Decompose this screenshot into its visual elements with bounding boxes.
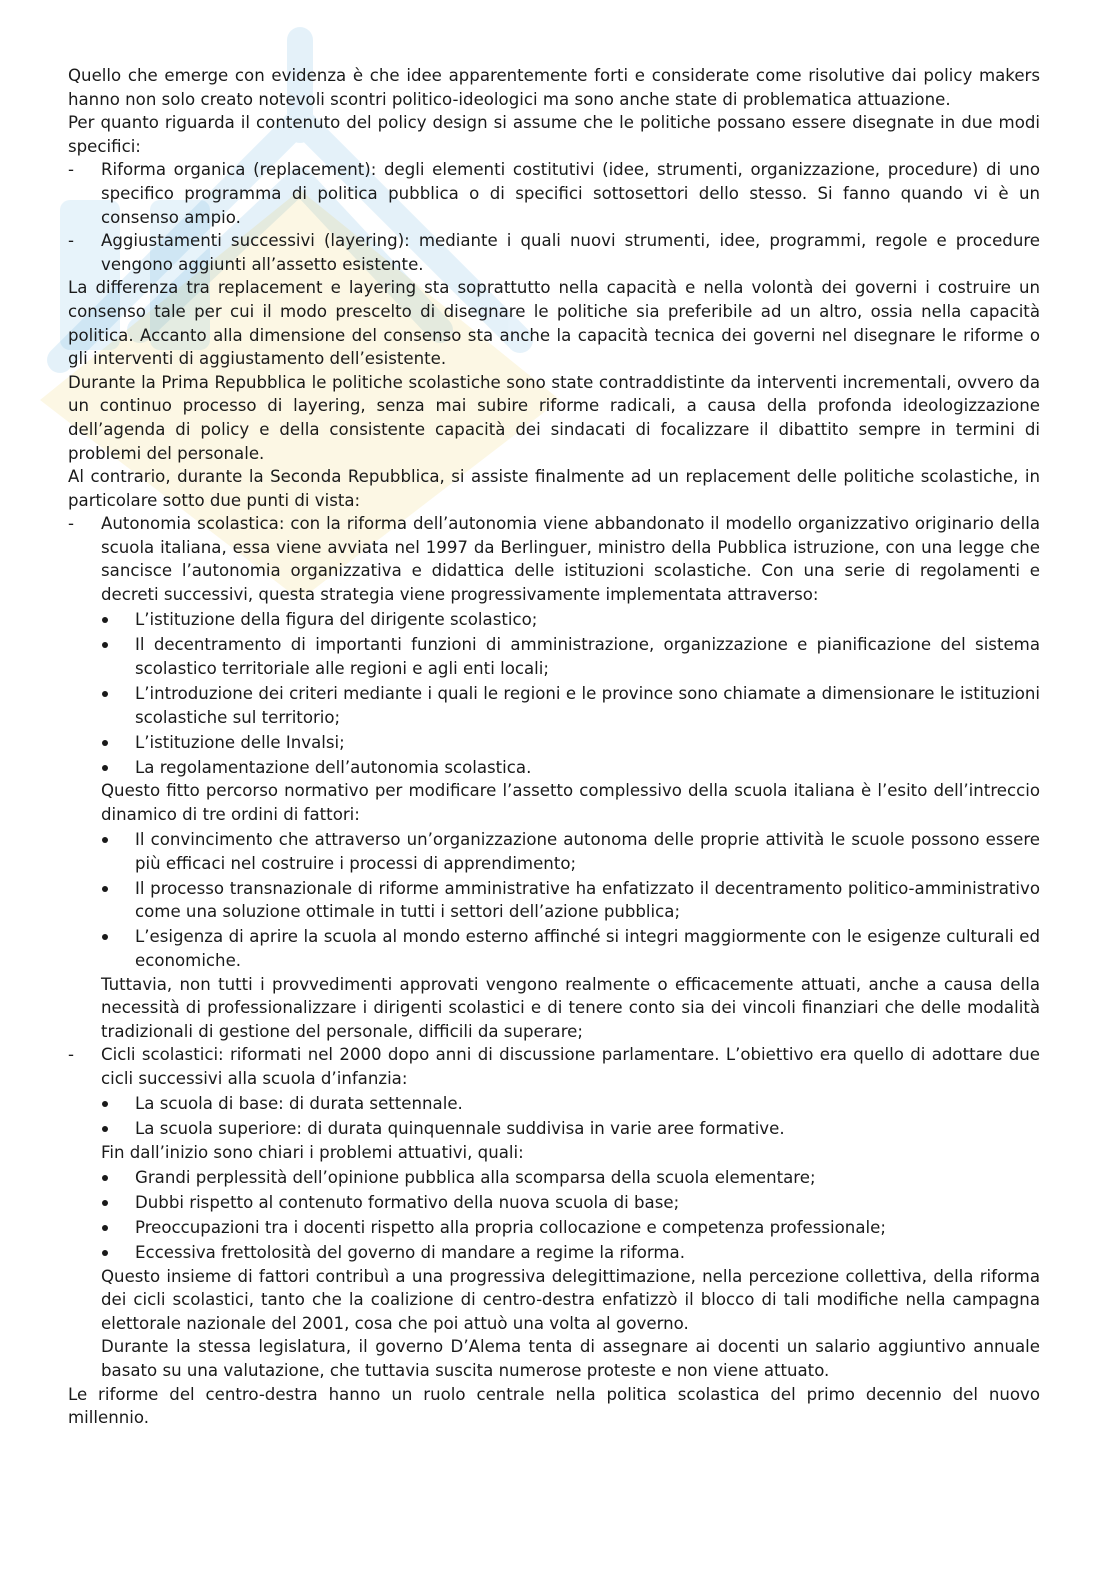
list-item: Dubbi rispetto al contenuto formativo della nuova scuola di base; (101, 1191, 1040, 1215)
list-item: Il processo transnazionale di riforme amministrative ha enfatizzato il decentramento politico-amministrativo come una soluzione ottimale in tutti i settori dell’azione pubblica; (101, 877, 1040, 924)
indented-paragraph: Fin dall’inizio sono chiari i problemi attuativi, quali: (101, 1142, 524, 1162)
paragraph: Al contrario, durante la Seconda Repubblica, si assiste finalmente ad un replacement delle politiche scolastiche, in particolare sotto due punti di vista: (68, 467, 1040, 510)
list-item: L’introduzione dei criteri mediante i quali le regioni e le province sono chiamate a dimensionare le istituzioni scolastiche sul territorio; (101, 682, 1040, 729)
list-item: La scuola di base: di durata settennale. (101, 1092, 1040, 1116)
paragraph: Per quanto riguarda il contenuto del policy design si assume che le politiche possano essere disegnate in due modi specifici: (68, 113, 1040, 156)
indented-paragraph: Questo insieme di fattori contribuì a una progressiva delegittimazione, nella percezione collettiva, della riforma dei cicli scolastici, tanto che la coalizione di centro-destra enfatizzò il blocco di tali modifiche nella campagna elettorale nazionale del 2001, cosa che poi attuò una volta al governo. (101, 1266, 1040, 1333)
paragraph: La differenza tra replacement e layering sta soprattutto nella capacità e nella volontà dei governi i costruire un consenso tale per cui il modo prescelto di disegnare le politiche sia preferibile ad un altro, ossia nella capacità politica. Accanto alla dimensione del consenso sta anche la capacità tecnica dei governi nel disegnare le riforme o gli interventi di aggiustamento dell’esistente. (68, 278, 1040, 369)
list-item: La regolamentazione dell’autonomia scolastica. (101, 756, 1040, 780)
indented-paragraph: Questo fitto percorso normativo per modificare l’assetto complessivo della scuola italiana è l’esito dell’intreccio dinamico di tre ordini di fattori: (101, 781, 1040, 824)
bullet-list-problemi (68, 1166, 1040, 1265)
list-item: Preoccupazioni tra i docenti rispetto alla propria collocazione e competenza professionale; (101, 1216, 1040, 1240)
list-item: Il decentramento di importanti funzioni di amministrazione, organizzazione e pianificazione del sistema scolastico territoriale alle regioni e agli enti locali; (101, 633, 1040, 680)
paragraph: Le riforme del centro-destra hanno un ruolo centrale nella politica scolastica del primo decennio del nuovo millennio. (68, 1384, 1040, 1428)
indented-paragraph: Tuttavia, non tutti i provvedimenti approvati vengono realmente o efficacemente attuati, anche a causa della necessità di professionalizzare i dirigenti scolastici e di tenere conto sia dei vincoli finanziari che delle modalità tradizionali di gestione del personale, difficili da superare; (101, 974, 1040, 1041)
dash-item-autonomia: - Autonomia scolastica: con la riforma dell’autonomia viene abbandonato il modello organizzativo originario della scuola italiana, essa viene avviata nel 1997 da Berlinguer, ministro della Pubblica istruzione, con una legge che sancisce l’autonomia organizzativa e didattica delle istituzioni scolastiche. Con una serie di regolamenti e decreti successivi, questa strategia viene progressivamente implementata attraverso: (68, 512, 1040, 606)
list-item: Eccessiva frettolosità del governo di mandare a regime la riforma. (101, 1241, 1040, 1265)
list-item: L’istituzione delle Invalsi; (101, 731, 1040, 755)
bullet-list-fattori (68, 828, 1040, 973)
dash-item-layering: - Aggiustamenti successivi (layering): mediante i quali nuovi strumenti, idee, programmi, regole e procedure vengono aggiunti all’assetto esistente. (68, 229, 1040, 276)
list-item: L’istituzione della figura del dirigente scolastico; (101, 608, 1040, 632)
paragraph: Durante la Prima Repubblica le politiche scolastiche sono state contraddistinte da interventi incrementali, ovvero da un continuo processo di layering, senza mai subire riforme radicali, a causa della profonda ideologizzazione dell’agenda di policy e della consistente capacità dei sindacati di focalizzare il dibattito sempre in termini di problemi del personale. (68, 372, 1040, 463)
dash-item-replacement: - Riforma organica (replacement): degli elementi costitutivi (idee, strumenti, organizzazione, procedure) di uno specifico programma di politica pubblica o di specifici sottosettori dello stesso. Si fanno quando vi è un consenso ampio. (68, 158, 1040, 229)
list-item: L’esigenza di aprire la scuola al mondo esterno affinché si integri maggiormente con le esigenze culturali ed economiche. (101, 925, 1040, 972)
bullet-list-cicli (68, 1092, 1040, 1141)
list-item: Grandi perplessità dell’opinione pubblica alla scomparsa della scuola elementare; (101, 1166, 1040, 1190)
dash-item-cicli: - Cicli scolastici: riformati nel 2000 dopo anni di discussione parlamentare. L’obiettivo era quello di adottare due cicli successivi alla scuola d’infanzia: (68, 1043, 1040, 1090)
indented-paragraph: Durante la stessa legislatura, il governo D’Alema tenta di assegnare ai docenti un salario aggiuntivo annuale basato su una valutazione, che tuttavia suscita numerose proteste e non viene attuato. (101, 1337, 1040, 1381)
bullet-list-autonomia (68, 608, 1040, 779)
list-item: La scuola superiore: di durata quinquennale suddivisa in varie aree formative. (101, 1117, 1040, 1141)
paragraph: Quello che emerge con evidenza è che idee apparentemente forti e considerate come risolutive dai policy makers hanno non solo creato notevoli scontri politico-ideologici ma sono anche state di problematica attuazione. (68, 66, 1040, 109)
list-item: Il convincimento che attraverso un’organizzazione autonoma delle proprie attività le scuole possono essere più efficaci nel costruire i processi di apprendimento; (101, 828, 1040, 875)
